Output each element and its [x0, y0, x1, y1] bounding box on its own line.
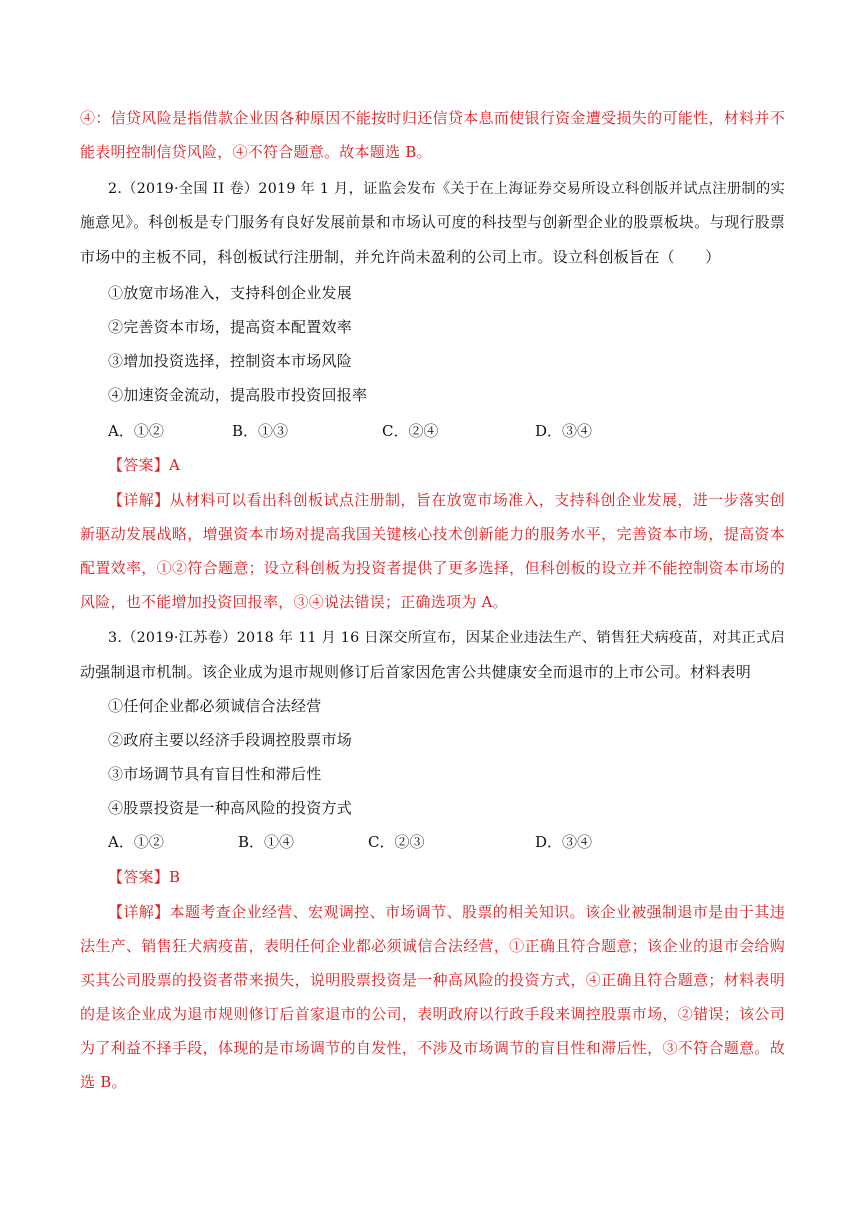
q2-item-1: ①放宽市场准入，支持科创企业发展 [108, 284, 353, 302]
q2-option-a: A．①② [108, 422, 164, 440]
q2-item-3: ③增加投资选择，控制资本市场风险 [108, 352, 353, 370]
q2-item-4: ④加速资金流动，提高股市投资回报率 [108, 386, 368, 404]
q3-analysis-line-6: 选 B。 [80, 1073, 127, 1091]
q3-item-1: ①任何企业都必须诚信合法经营 [108, 697, 322, 715]
q3-analysis-line-4: 的是该企业成为退市规则修订后首家退市的公司，表明政府以行政手段来调控股票市场，②错误；该公司 [80, 1005, 785, 1023]
q1-analysis-line-2: 能表明控制信贷风险，④不符合题意。故本题选 B。 [80, 143, 432, 161]
q3-analysis-line-5: 为了利益不择手段，体现的是市场调节的自发性，不涉及市场调节的盲目性和滞后性，③不符合题意。故 [80, 1039, 785, 1057]
q2-analysis-line-1: 【详解】从材料可以看出科创板试点注册制，旨在放宽市场准入，支持科创企业发展，进一步落实创 [108, 491, 785, 509]
q2-analysis-line-3: 配置效率，①②符合题意；设立科创板为投资者提供了更多选择，但科创板的设立并不能控制资本市场的 [80, 559, 785, 577]
q2-stem-line-2: 施意见》。科创板是专门服务有良好发展前景和市场认可度的科技型与创新型企业的股票板块。与现行股票 [80, 214, 785, 231]
q3-option-d: D．③④ [535, 833, 593, 851]
q3-stem-line-1: 3.（2019·江苏卷）2018 年 11 月 16 日深交所宣布，因某企业违法生产、销售狂犬病疫苗，对其正式启 [108, 630, 785, 646]
q2-option-c: C．②④ [382, 422, 439, 440]
q3-answer: 【答案】B [108, 868, 181, 886]
q3-option-a: A．①② [108, 833, 164, 851]
q2-answer: 【答案】A [108, 456, 181, 474]
q3-option-c: C．②③ [368, 833, 425, 851]
q3-item-3: ③市场调节具有盲目性和滞后性 [108, 765, 322, 783]
q2-option-d: D．③④ [535, 422, 593, 440]
q1-analysis-line-1: ④：信贷风险是指借款企业因各种原因不能按时归还信贷本息而使银行资金遭受损失的可能性，材料并不 [80, 109, 785, 127]
q2-option-b: B．①③ [232, 422, 289, 440]
q3-stem-line-2: 动强制退市机制。该企业成为退市规则修订后首家因危害公共健康安全而退市的上市公司。材料表明 [80, 663, 752, 681]
q3-item-4: ④股票投资是一种高风险的投资方式 [108, 799, 353, 817]
q2-analysis-line-2: 新驱动发展战略，增强资本市场对提高我国关键核心技术创新能力的服务水平，完善资本市场，提高资本 [80, 525, 785, 543]
q3-item-2: ②政府主要以经济手段调控股票市场 [108, 731, 353, 749]
q2-stem-line-3: 市场中的主板不同，科创板试行注册制，并允许尚未盈利的公司上市。设立科创板旨在（ ） [80, 248, 721, 266]
q3-analysis-line-3: 买其公司股票的投资者带来损失，说明股票投资是一种高风险的投资方式，④正确且符合题意；材料表明 [80, 971, 785, 989]
q2-analysis-line-4: 风险，也不能增加投资回报率，③④说法错误；正确选项为 A。 [80, 593, 508, 611]
q3-option-b: B．①④ [238, 833, 295, 851]
q2-stem-line-1: 2.（2019·全国 II 卷）2019 年 1 月，证监会发布《关于在上海证券交易所设立科创版并试点注册制的实 [108, 181, 785, 197]
q2-item-2: ②完善资本市场，提高资本配置效率 [108, 318, 353, 336]
q3-analysis-line-1: 【详解】本题考查企业经营、宏观调控、市场调节、股票的相关知识。该企业被强制退市是由于其违 [108, 903, 785, 921]
q3-analysis-line-2: 法生产、销售狂犬病疫苗，表明任何企业都必须诚信合法经营，①正确且符合题意；该企业的退市会给购 [80, 937, 785, 955]
